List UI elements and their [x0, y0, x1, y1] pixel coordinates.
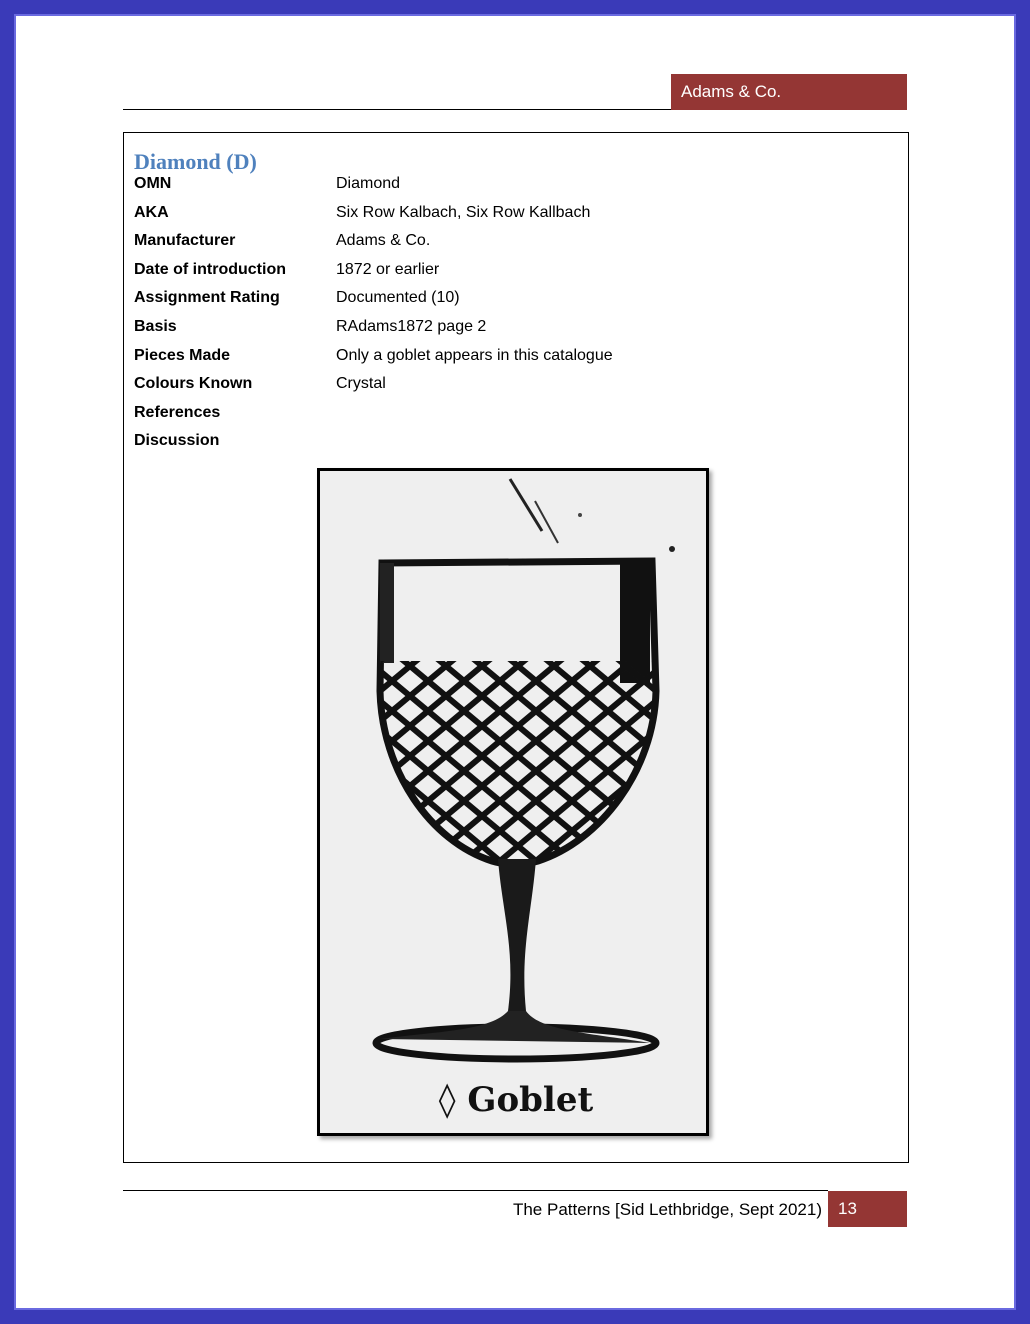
page-number: 13 — [828, 1191, 907, 1227]
goblet-catalogue-image — [317, 468, 709, 1136]
header-rule — [123, 109, 688, 110]
field-value: Only a goblet appears in this catalogue — [336, 346, 613, 364]
field-label: OMN — [134, 175, 172, 192]
figure-caption: ◊ Goblet — [438, 1080, 594, 1120]
field-value: Documented (10) — [336, 289, 460, 307]
field-value: Crystal — [336, 375, 386, 393]
header-section-tab: Adams & Co. — [671, 74, 907, 110]
goblet-illustration — [320, 471, 706, 1133]
footer-text: The Patterns [Sid Lethbridge, Sept 2021) — [512, 1200, 822, 1219]
field-label: Date of introduction — [134, 260, 286, 278]
field-label: Manufacturer — [134, 232, 236, 250]
field-label: Colours Known — [134, 375, 253, 393]
field-label: Discussion — [134, 432, 220, 450]
footer-rule — [123, 1190, 828, 1191]
field-label: AKA — [134, 203, 169, 221]
field-value: 1872 or earlier — [336, 260, 440, 278]
field-label: Basis — [134, 317, 177, 335]
field-value: Adams & Co. — [336, 232, 431, 250]
field-value: Diamond — [336, 175, 401, 192]
field-label: Pieces Made — [134, 346, 231, 364]
field-label: References — [134, 403, 221, 421]
field-value: RAdams1872 page 2 — [336, 317, 487, 335]
pattern-box — [123, 132, 909, 1163]
field-label: Assignment Rating — [134, 289, 280, 307]
field-value: Six Row Kalbach, Six Row Kallbach — [336, 203, 591, 221]
document-page — [16, 16, 1014, 1308]
pattern-title: Diamond (D) — [134, 149, 257, 174]
